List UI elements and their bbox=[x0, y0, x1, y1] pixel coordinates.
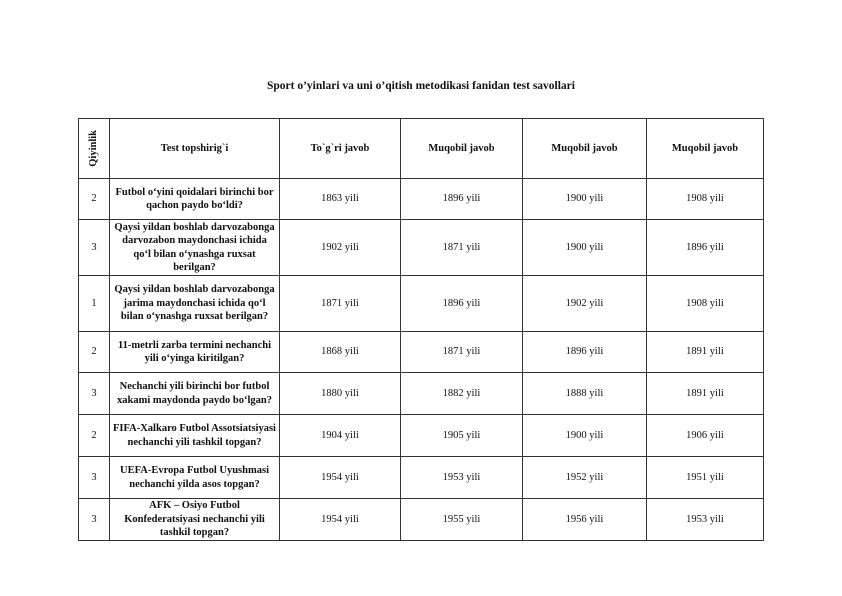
alternative-answer-cell: 1906 yili bbox=[647, 415, 764, 457]
alternative-answer-cell: 1896 yili bbox=[401, 276, 523, 332]
difficulty-cell: 2 bbox=[79, 415, 110, 457]
question-cell: AFK – Osiyo Futbol Konfederatsiyasi nechanchi yili tashkil topgan? bbox=[110, 499, 280, 541]
correct-answer-cell: 1868 yili bbox=[280, 332, 401, 373]
alternative-answer-cell: 1900 yili bbox=[523, 179, 647, 220]
alternative-answer-cell: 1953 yili bbox=[401, 457, 523, 499]
question-cell: Qaysi yildan boshlab darvozabonga jarima maydonchasi ichida qo‘l bilan o‘ynashga ruxsat berilgan? bbox=[110, 276, 280, 332]
difficulty-cell: 3 bbox=[79, 499, 110, 541]
alternative-answer-cell: 1888 yili bbox=[523, 373, 647, 415]
table-row bbox=[79, 415, 764, 457]
alternative-answer-cell: 1955 yili bbox=[401, 499, 523, 541]
alternative-answer-cell: 1896 yili bbox=[647, 220, 764, 276]
alternative-answer-cell: 1951 yili bbox=[647, 457, 764, 499]
difficulty-cell: 3 bbox=[79, 373, 110, 415]
question-cell: Qaysi yildan boshlab darvozabonga darvozabon maydonchasi ichida qo‘l bilan o‘ynashga ruxsat berilgan? bbox=[110, 220, 280, 276]
correct-answer-cell: 1954 yili bbox=[280, 499, 401, 541]
header-question: Test topshirig`i bbox=[110, 119, 280, 179]
alternative-answer-cell: 1900 yili bbox=[523, 415, 647, 457]
header-alternative-answer-2: Muqobil javob bbox=[523, 119, 647, 179]
alternative-answer-cell: 1905 yili bbox=[401, 415, 523, 457]
alternative-answer-cell: 1902 yili bbox=[523, 276, 647, 332]
alternative-answer-cell: 1908 yili bbox=[647, 179, 764, 220]
correct-answer-cell: 1954 yili bbox=[280, 457, 401, 499]
table-row bbox=[79, 373, 764, 415]
table-row bbox=[79, 499, 764, 541]
alternative-answer-cell: 1952 yili bbox=[523, 457, 647, 499]
alternative-answer-cell: 1908 yili bbox=[647, 276, 764, 332]
alternative-answer-cell: 1953 yili bbox=[647, 499, 764, 541]
correct-answer-cell: 1863 yili bbox=[280, 179, 401, 220]
table-row bbox=[79, 179, 764, 220]
test-questions-table bbox=[78, 118, 764, 541]
question-cell: Futbol o‘yini qoidalari birinchi bor qachon paydo bo‘ldi? bbox=[110, 179, 280, 220]
alternative-answer-cell: 1896 yili bbox=[401, 179, 523, 220]
correct-answer-cell: 1871 yili bbox=[280, 276, 401, 332]
document-title: Sport o’yinlari va uni o’qitish metodikasi fanidan test savollari bbox=[267, 80, 575, 92]
header-alternative-answer-3: Muqobil javob bbox=[647, 119, 764, 179]
question-cell: FIFA-Xalkaro Futbol Assotsiatsiyasi nechanchi yili tashkil topgan? bbox=[110, 415, 280, 457]
question-cell: 11-metrli zarba termini nechanchi yili o‘yinga kiritilgan? bbox=[110, 332, 280, 373]
difficulty-cell: 2 bbox=[79, 332, 110, 373]
difficulty-cell: 3 bbox=[79, 220, 110, 276]
header-difficulty: Qiyinlik bbox=[79, 119, 110, 179]
table-row bbox=[79, 457, 764, 499]
alternative-answer-cell: 1891 yili bbox=[647, 332, 764, 373]
table-row bbox=[79, 332, 764, 373]
header-alternative-answer-1: Muqobil javob bbox=[401, 119, 523, 179]
alternative-answer-cell: 1871 yili bbox=[401, 332, 523, 373]
difficulty-cell: 2 bbox=[79, 179, 110, 220]
alternative-answer-cell: 1956 yili bbox=[523, 499, 647, 541]
alternative-answer-cell: 1891 yili bbox=[647, 373, 764, 415]
correct-answer-cell: 1904 yili bbox=[280, 415, 401, 457]
alternative-answer-cell: 1896 yili bbox=[523, 332, 647, 373]
question-cell: Nechanchi yili birinchi bor futbol xakami maydonda paydo bo‘lgan? bbox=[110, 373, 280, 415]
question-cell: UEFA-Evropa Futbol Uyushmasi nechanchi yilda asos topgan? bbox=[110, 457, 280, 499]
header-correct-answer: To`g`ri javob bbox=[280, 119, 401, 179]
correct-answer-cell: 1880 yili bbox=[280, 373, 401, 415]
difficulty-cell: 1 bbox=[79, 276, 110, 332]
table-row bbox=[79, 276, 764, 332]
difficulty-cell: 3 bbox=[79, 457, 110, 499]
alternative-answer-cell: 1882 yili bbox=[401, 373, 523, 415]
table-row bbox=[79, 220, 764, 276]
alternative-answer-cell: 1900 yili bbox=[523, 220, 647, 276]
alternative-answer-cell: 1871 yili bbox=[401, 220, 523, 276]
correct-answer-cell: 1902 yili bbox=[280, 220, 401, 276]
table-header-row bbox=[79, 119, 764, 179]
